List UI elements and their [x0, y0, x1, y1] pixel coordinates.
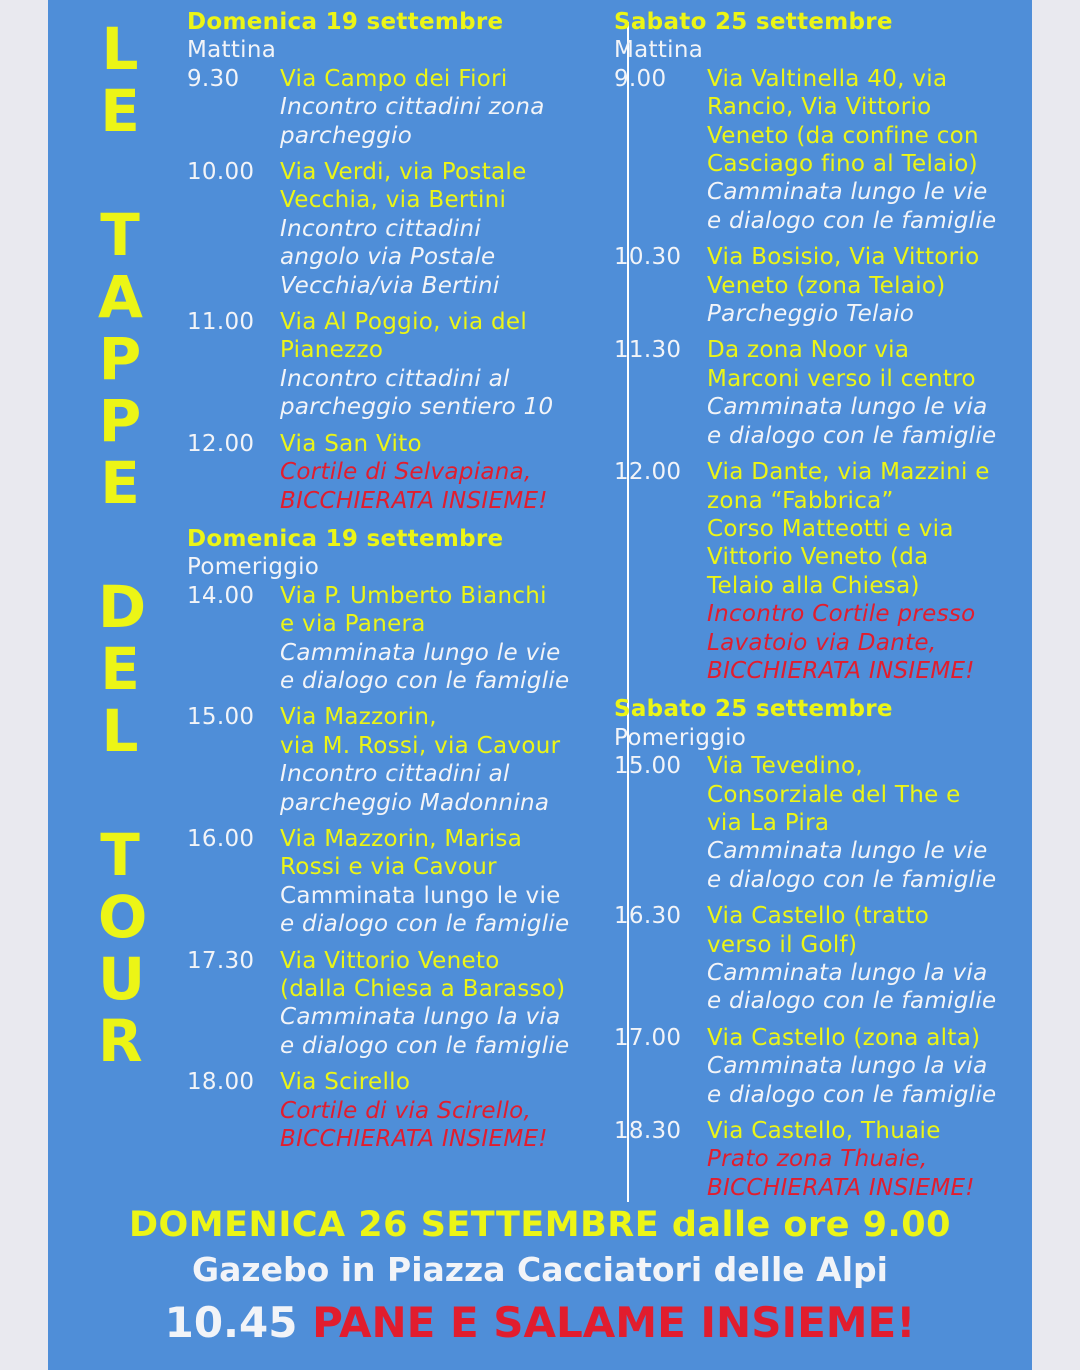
schedule-item	[187, 825, 572, 939]
title-letter: T	[100, 201, 140, 269]
item-place-line: Via Castello (zona alta)	[707, 1024, 981, 1051]
item-note-line: Camminata lungo la via	[707, 1053, 988, 1080]
item-place-line: Vittorio Veneto (da	[707, 544, 929, 571]
item-note-line: e dialogo con le famiglie	[707, 866, 997, 893]
item-place-line: Pianezzo	[280, 337, 384, 364]
item-place-line: Via Castello (tratto	[707, 903, 930, 930]
item-note-line: e dialogo con le famiglie	[707, 1081, 997, 1108]
item-note-line: BICCHIERATA INSIEME!	[280, 487, 548, 514]
item-place-line: Via Valtinella 40, via	[707, 65, 948, 92]
item-place-line: Via Tevedino,	[707, 753, 863, 780]
item-note-line: Incontro cittadini al	[280, 761, 510, 788]
item-place-line: Via San Vito	[280, 430, 422, 457]
title-letter: E	[100, 635, 140, 703]
title-letter: R	[98, 1007, 143, 1075]
footer-location-line: Gazebo in Piazza Cacciatori delle Alpi	[192, 1250, 888, 1289]
item-time: 17.00	[614, 1024, 682, 1051]
item-place-line: Vecchia, via Bertini	[280, 187, 507, 214]
title-letter: L	[101, 697, 139, 765]
schedule-item	[187, 430, 572, 515]
schedule-item	[187, 582, 572, 696]
item-note-line: Incontro cittadini zona	[280, 94, 545, 121]
item-note-line: Cortile di Selvapiana,	[280, 459, 532, 486]
item-place-line: Via Castello, Thuaie	[707, 1118, 941, 1145]
item-note-line: Cortile di via Scirello,	[280, 1097, 532, 1124]
item-place-line: Via Dante, via Mazzini e	[707, 459, 990, 486]
schedule-item	[187, 158, 572, 300]
vertical-title	[98, 15, 148, 1075]
item-note-line: Camminata lungo la via	[280, 1004, 561, 1031]
left-schedule-column	[187, 8, 572, 1153]
footer-event-line	[0, 1298, 1080, 1347]
item-note-line: Parcheggio Telaio	[707, 301, 915, 328]
item-place-line: Da zona Noor via	[707, 337, 910, 364]
item-time: 9.00	[614, 65, 667, 92]
item-note-line: BICCHIERATA INSIEME!	[707, 657, 975, 684]
item-place-line: Rancio, Via Vittorio	[707, 94, 932, 121]
footer-date-line: DOMENICA 26 SETTEMBRE dalle ore 9.00	[128, 1205, 951, 1245]
item-note-line: Camminata lungo le vie	[707, 838, 988, 865]
footer-event-time: 10.45	[164, 1298, 298, 1347]
item-place-line: Casciago fino al Telaio)	[707, 151, 978, 178]
section-period: Mattina	[187, 37, 277, 64]
item-time: 18.30	[614, 1118, 682, 1145]
title-letter	[98, 144, 142, 206]
item-note-line: Camminata lungo la via	[707, 960, 988, 986]
item-note-line: e dialogo con le famiglie	[280, 1032, 570, 1059]
title-letter: E	[100, 77, 140, 145]
item-place-line: Corso Matteotti e via	[707, 515, 954, 542]
item-place-line: via La Pira	[707, 809, 830, 836]
item-time: 18.00	[187, 1069, 255, 1096]
item-time: 10.00	[187, 159, 255, 186]
title-letter: E	[100, 449, 140, 517]
section-period: Mattina	[614, 37, 704, 64]
schedule-item	[614, 752, 1009, 894]
item-place-line: Via Vittorio Veneto	[280, 947, 500, 974]
title-letter: U	[98, 945, 146, 1013]
item-note-line: parcheggio	[280, 122, 413, 149]
title-letter: T	[100, 821, 140, 889]
item-place-line: Marconi verso il centro	[707, 365, 976, 392]
title-letter: L	[101, 15, 139, 83]
schedule-item	[614, 336, 1009, 450]
title-letter: D	[98, 573, 147, 641]
section-heading: Sabato 25 settembre	[614, 696, 893, 723]
item-note-line: Incontro cittadini al	[280, 365, 510, 392]
item-note-line: angolo via Postale	[280, 244, 496, 271]
item-note-line: Prato zona Thuaie,	[707, 1146, 928, 1173]
title-letter: P	[98, 325, 142, 393]
item-note-line: Incontro Cortile presso	[707, 601, 976, 628]
item-place-line: Rossi e via Cavour	[280, 854, 497, 881]
item-time: 11.00	[187, 309, 255, 336]
item-note-line: parcheggio sentiero 10	[280, 394, 554, 421]
item-time: 14.00	[187, 582, 255, 609]
section-period: Pomeriggio	[614, 724, 747, 751]
item-time: 16.00	[187, 825, 255, 852]
schedule-item	[614, 1024, 1009, 1109]
item-note-line: e dialogo con le famiglie	[707, 207, 997, 234]
right-schedule-column	[614, 8, 1009, 1202]
item-time: 12.00	[614, 459, 682, 486]
schedule-item	[187, 703, 572, 817]
schedule-item	[614, 65, 1009, 235]
schedule-item	[614, 458, 1009, 685]
schedule-item	[614, 243, 1009, 328]
item-place-line: Via Bosisio, Via Vittorio	[707, 244, 980, 271]
item-place-line: Veneto (da confine con	[707, 122, 979, 149]
schedule-item	[187, 65, 572, 150]
schedule-item	[614, 902, 1009, 1016]
item-note-line: Camminata lungo le via	[707, 394, 988, 421]
item-place-line: Consorziale del The e	[707, 781, 961, 808]
footer-event-name: PANE E SALAME INSIEME!	[312, 1298, 916, 1347]
item-note-line: Incontro cittadini	[280, 215, 482, 242]
item-note-line: Camminata lungo le vie	[280, 882, 561, 909]
item-place-line: Via Campo dei Fiori	[280, 65, 508, 92]
item-place-line: Via Mazzorin, Marisa	[280, 825, 523, 852]
item-place-line: via M. Rossi, via Cavour	[280, 732, 561, 759]
item-time: 12.00	[187, 430, 255, 457]
item-note-line: e dialogo con le famiglie	[707, 422, 997, 449]
item-place-line: Via Al Poggio, via del	[280, 309, 528, 336]
item-place-line: Via Scirello	[280, 1069, 411, 1096]
item-time: 9.30	[187, 65, 240, 92]
title-letter	[98, 516, 142, 578]
item-note-line: BICCHIERATA INSIEME!	[707, 1174, 975, 1201]
schedule-item	[187, 1068, 572, 1153]
item-place-line: zona “Fabbrica”	[707, 487, 894, 514]
item-note-line: Camminata lungo le vie	[280, 639, 561, 666]
item-note-line: Vecchia/via Bertini	[280, 272, 500, 299]
section-heading: Domenica 19 settembre	[187, 525, 504, 552]
schedule-item	[187, 308, 572, 422]
item-place-line: e via Panera	[280, 611, 426, 638]
item-time: 11.30	[614, 337, 682, 364]
item-note-line: Lavatoio via Dante,	[707, 629, 937, 656]
item-time: 15.00	[187, 704, 255, 731]
section-heading: Domenica 19 settembre	[187, 9, 504, 35]
schedule-item	[187, 947, 572, 1061]
title-letter: P	[98, 387, 142, 455]
title-letter: A	[98, 263, 143, 331]
item-time: 15.00	[614, 753, 682, 780]
section-period: Pomeriggio	[187, 554, 320, 581]
item-place-line: verso il Golf)	[707, 931, 858, 958]
title-letter	[98, 764, 142, 826]
item-place-line: Telaio alla Chiesa)	[707, 572, 920, 599]
item-note-line: Camminata lungo le vie	[707, 179, 988, 206]
item-note-line: e dialogo con le famiglie	[280, 911, 570, 938]
item-place-line: (dalla Chiesa a Barasso)	[280, 976, 566, 1002]
item-time: 16.30	[614, 903, 682, 930]
item-place-line: Via Verdi, via Postale	[280, 159, 527, 186]
item-note-line: e dialogo con le famiglie	[707, 988, 997, 1015]
item-place-line: Via P. Umberto Bianchi	[280, 582, 547, 609]
item-note-line: BICCHIERATA INSIEME!	[280, 1126, 548, 1153]
item-place-line: Veneto (zona Telaio)	[707, 272, 946, 299]
item-time: 17.30	[187, 947, 255, 974]
title-letter: O	[98, 883, 148, 951]
item-place-line: Via Mazzorin,	[280, 704, 437, 731]
item-note-line: e dialogo con le famiglie	[280, 667, 570, 694]
section-heading: Sabato 25 settembre	[614, 9, 893, 35]
item-note-line: parcheggio Madonnina	[280, 789, 550, 816]
item-time: 10.30	[614, 244, 682, 271]
schedule-item	[614, 1117, 1009, 1202]
